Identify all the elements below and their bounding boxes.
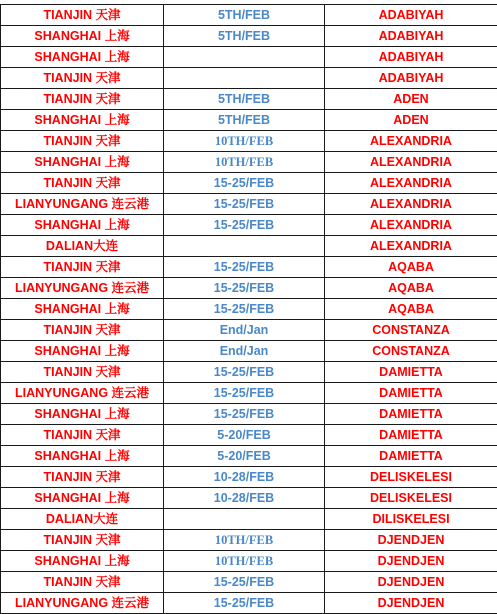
origin-port-cell: LIANYUNGANG 连云港	[1, 593, 164, 614]
sailing-date-cell: 5-20/FEB	[164, 425, 325, 446]
destination-port-cell: CONSTANZA	[325, 341, 497, 362]
destination-port-cell: ADABIYAH	[325, 47, 497, 68]
table-row	[1, 110, 497, 131]
sailing-date-cell: 5TH/FEB	[164, 110, 325, 131]
table-row	[1, 257, 497, 278]
origin-port-cell: SHANGHAI 上海	[1, 152, 164, 173]
table-row	[1, 530, 497, 551]
table-row	[1, 68, 497, 89]
schedule-rows	[1, 5, 497, 614]
origin-port-cell: SHANGHAI 上海	[1, 488, 164, 509]
table-row	[1, 551, 497, 572]
sailing-date-cell: 5TH/FEB	[164, 89, 325, 110]
sailing-date-cell: 10TH/FEB	[164, 551, 325, 572]
table-row	[1, 362, 497, 383]
destination-port-cell: DAMIETTA	[325, 404, 497, 425]
table-row	[1, 26, 497, 47]
destination-port-cell: ALEXANDRIA	[325, 215, 497, 236]
table-row	[1, 341, 497, 362]
table-row	[1, 215, 497, 236]
table-row	[1, 278, 497, 299]
sailing-date-cell	[164, 68, 325, 89]
sailing-date-cell	[164, 47, 325, 68]
sailing-date-cell: 10TH/FEB	[164, 530, 325, 551]
destination-port-cell: DAMIETTA	[325, 446, 497, 467]
destination-port-cell: DJENDJEN	[325, 593, 497, 614]
sailing-date-cell: 15-25/FEB	[164, 593, 325, 614]
sailing-date-cell: End/Jan	[164, 341, 325, 362]
destination-port-cell: AQABA	[325, 299, 497, 320]
table-row	[1, 446, 497, 467]
origin-port-cell: TIANJIN 天津	[1, 362, 164, 383]
table-row	[1, 488, 497, 509]
table-row	[1, 47, 497, 68]
destination-port-cell: ADEN	[325, 110, 497, 131]
origin-port-cell: SHANGHAI 上海	[1, 299, 164, 320]
origin-port-cell: TIANJIN 天津	[1, 530, 164, 551]
sailing-date-cell: 15-25/FEB	[164, 173, 325, 194]
origin-port-cell: SHANGHAI 上海	[1, 341, 164, 362]
origin-port-cell: TIANJIN 天津	[1, 173, 164, 194]
origin-port-cell: TIANJIN 天津	[1, 68, 164, 89]
table-row	[1, 404, 497, 425]
origin-port-cell: SHANGHAI 上海	[1, 551, 164, 572]
table-row	[1, 320, 497, 341]
origin-port-cell: SHANGHAI 上海	[1, 446, 164, 467]
origin-port-cell: TIANJIN 天津	[1, 320, 164, 341]
destination-port-cell: ADEN	[325, 89, 497, 110]
origin-port-cell: LIANYUNGANG 连云港	[1, 383, 164, 404]
destination-port-cell: ALEXANDRIA	[325, 131, 497, 152]
origin-port-cell: TIANJIN 天津	[1, 5, 164, 26]
sailing-date-cell: 5TH/FEB	[164, 26, 325, 47]
origin-port-cell: SHANGHAI 上海	[1, 26, 164, 47]
destination-port-cell: AQABA	[325, 257, 497, 278]
destination-port-cell: ADABIYAH	[325, 68, 497, 89]
destination-port-cell: ALEXANDRIA	[325, 236, 497, 257]
table-row	[1, 131, 497, 152]
table-row	[1, 5, 497, 26]
origin-port-cell: TIANJIN 天津	[1, 131, 164, 152]
sailing-date-cell: 15-25/FEB	[164, 257, 325, 278]
sailing-date-cell: 10-28/FEB	[164, 488, 325, 509]
destination-port-cell: ALEXANDRIA	[325, 173, 497, 194]
sailing-date-cell: 10TH/FEB	[164, 131, 325, 152]
destination-port-cell: CONSTANZA	[325, 320, 497, 341]
sailing-date-cell: 15-25/FEB	[164, 215, 325, 236]
table-row	[1, 467, 497, 488]
sailing-date-cell: 15-25/FEB	[164, 404, 325, 425]
origin-port-cell: TIANJIN 天津	[1, 572, 164, 593]
destination-port-cell: DJENDJEN	[325, 530, 497, 551]
destination-port-cell: DAMIETTA	[325, 362, 497, 383]
table-row	[1, 152, 497, 173]
table-row	[1, 425, 497, 446]
destination-port-cell: DAMIETTA	[325, 383, 497, 404]
destination-port-cell: DJENDJEN	[325, 551, 497, 572]
sailing-date-cell: 10TH/FEB	[164, 152, 325, 173]
destination-port-cell: DJENDJEN	[325, 572, 497, 593]
shipping-schedule-table	[0, 4, 497, 614]
sailing-date-cell: End/Jan	[164, 320, 325, 341]
sailing-date-cell	[164, 509, 325, 530]
origin-port-cell: SHANGHAI 上海	[1, 47, 164, 68]
destination-port-cell: AQABA	[325, 278, 497, 299]
destination-port-cell: ADABIYAH	[325, 26, 497, 47]
origin-port-cell: TIANJIN 天津	[1, 467, 164, 488]
sailing-date-cell: 10-28/FEB	[164, 467, 325, 488]
origin-port-cell: TIANJIN 天津	[1, 257, 164, 278]
table-row	[1, 593, 497, 614]
destination-port-cell: DAMIETTA	[325, 425, 497, 446]
table-row	[1, 194, 497, 215]
table-row	[1, 509, 497, 530]
table-row	[1, 173, 497, 194]
sailing-date-cell: 15-25/FEB	[164, 194, 325, 215]
origin-port-cell: LIANYUNGANG 连云港	[1, 194, 164, 215]
destination-port-cell: ADABIYAH	[325, 5, 497, 26]
sailing-date-cell: 15-25/FEB	[164, 572, 325, 593]
origin-port-cell: DALIAN大连	[1, 509, 164, 530]
table-row	[1, 299, 497, 320]
destination-port-cell: ALEXANDRIA	[325, 194, 497, 215]
destination-port-cell: ALEXANDRIA	[325, 152, 497, 173]
table-row	[1, 383, 497, 404]
origin-port-cell: SHANGHAI 上海	[1, 110, 164, 131]
origin-port-cell: TIANJIN 天津	[1, 89, 164, 110]
sailing-date-cell: 15-25/FEB	[164, 278, 325, 299]
origin-port-cell: SHANGHAI 上海	[1, 215, 164, 236]
sailing-date-cell: 15-25/FEB	[164, 362, 325, 383]
origin-port-cell: LIANYUNGANG 连云港	[1, 278, 164, 299]
destination-port-cell: DILISKELESI	[325, 509, 497, 530]
sailing-date-cell	[164, 236, 325, 257]
sailing-date-cell: 15-25/FEB	[164, 299, 325, 320]
destination-port-cell: DELISKELESI	[325, 467, 497, 488]
sailing-date-cell: 15-25/FEB	[164, 383, 325, 404]
sailing-date-cell: 5-20/FEB	[164, 446, 325, 467]
table-row	[1, 236, 497, 257]
sailing-date-cell: 5TH/FEB	[164, 5, 325, 26]
origin-port-cell: TIANJIN 天津	[1, 425, 164, 446]
origin-port-cell: SHANGHAI 上海	[1, 404, 164, 425]
table-row	[1, 89, 497, 110]
origin-port-cell: DALIAN大连	[1, 236, 164, 257]
table-row	[1, 572, 497, 593]
destination-port-cell: DELISKELESI	[325, 488, 497, 509]
